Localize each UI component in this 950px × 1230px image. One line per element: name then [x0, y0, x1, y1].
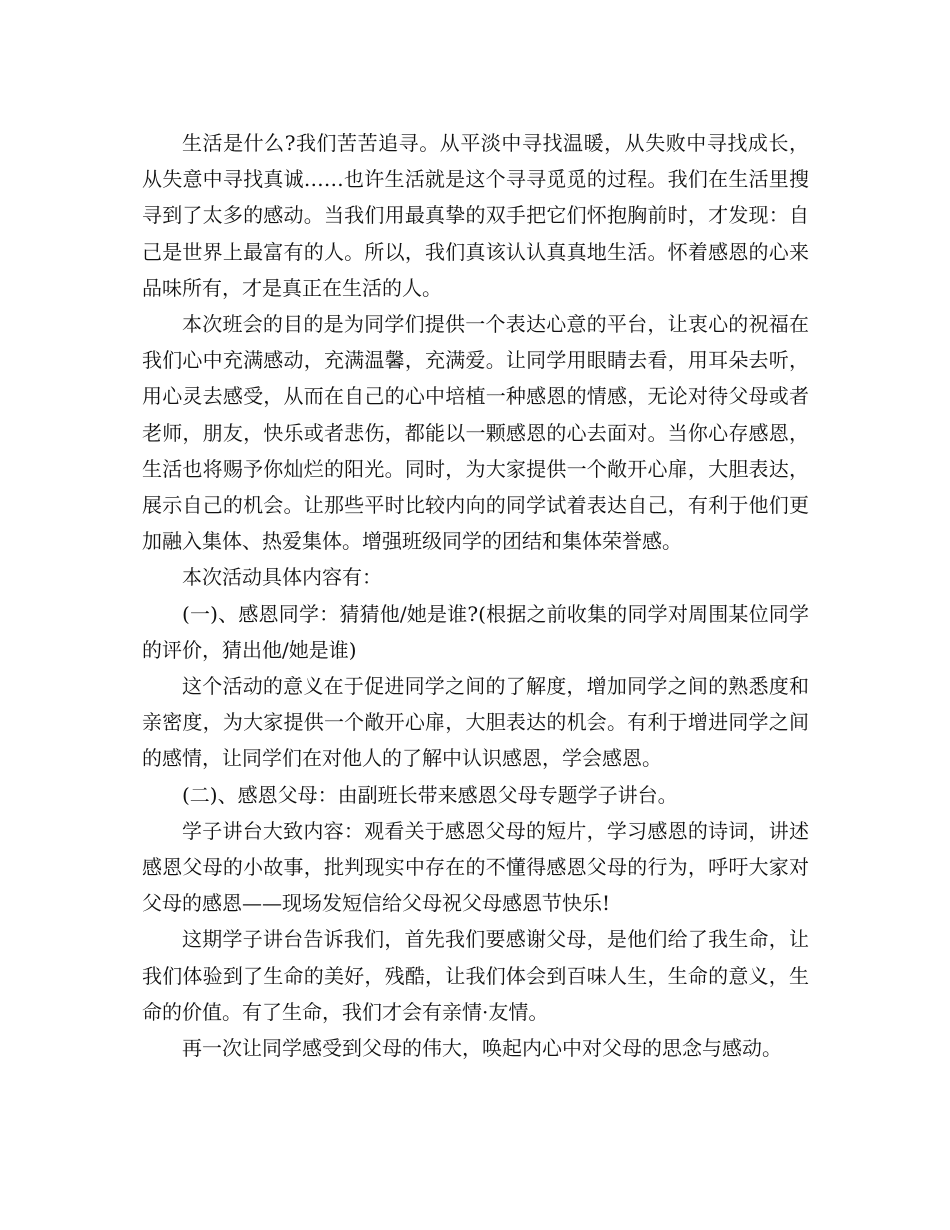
paragraph-intro: 生活是什么?我们苦苦追寻。从平淡中寻找温暖，从失败中寻找成长，从失意中寻找真诚……也许生活就是这个寻寻觅觅的过程。我们在生活里搜寻到了太多的感动。当我们用最真挚的双手把它们怀抱胸前时，才发现：自己是世界上最富有的人。所以，我们真该认认真真地生活。怀着感恩的心来品味所有，才是真正在生活的人。 — [142, 131, 809, 300]
paragraph-item-two-content: 学子讲台大致内容：观看关于感恩父母的短片，学习感恩的诗词，讲述感恩父母的小故事，批判现实中存在的不懂得感恩父母的行为，呼吁大家对父母的感恩——现场发短信给父母祝父母感恩节快乐! — [142, 818, 809, 916]
paragraph-activity-heading: 本次活动具体内容有： — [182, 565, 382, 590]
document-body — [142, 125, 809, 1066]
paragraph-purpose: 本次班会的目的是为同学们提供一个表达心意的平台，让衷心的祝福在我们心中充满感动，充满温馨，充满爱。让同学用眼睛去看，用耳朵去听，用心灵去感受，从而在自己的心中培植一种感恩的情感，无论对待父母或者老师，朋友，快乐或者悲伤，都能以一颗感恩的心去面对。当你心存感恩，生活也将赐予你灿烂的阳光。同时，为大家提供一个敞开心扉，大胆表达，展示自己的机会。让那些平时比较内向的同学试着表达自己，有利于他们更加融入集体、热爱集体。增强班级同学的团结和集体荣誉感。 — [142, 312, 809, 554]
paragraph-item-two-lesson: 这期学子讲台告诉我们，首先我们要感谢父母，是他们给了我生命，让我们体验到了生命的美好，残酷，让我们体会到百味人生，生命的意义，生命的价值。有了生命，我们才会有亲情·友情。 — [142, 927, 809, 1024]
paragraph-item-two: (二)、感恩父母：由副班长带来感恩父母专题学子讲台。 — [182, 782, 678, 807]
paragraph-closing: 再一次让同学感受到父母的伟大，唤起内心中对父母的思念与感动。 — [182, 1036, 782, 1061]
paragraph-item-one-meaning: 这个活动的意义在于促进同学之间的了解度，增加同学之间的熟悉度和亲密度，为大家提供一个敞开心扉，大胆表达的机会。有利于增进同学之间的感情，让同学们在对他人的了解中认识感恩，学会感恩。 — [142, 674, 809, 771]
paragraph-item-one: (一)、感恩同学：猜猜他/她是谁?(根据之前收集的同学对周围某位同学的评价，猜出他/她是谁) — [142, 601, 809, 662]
